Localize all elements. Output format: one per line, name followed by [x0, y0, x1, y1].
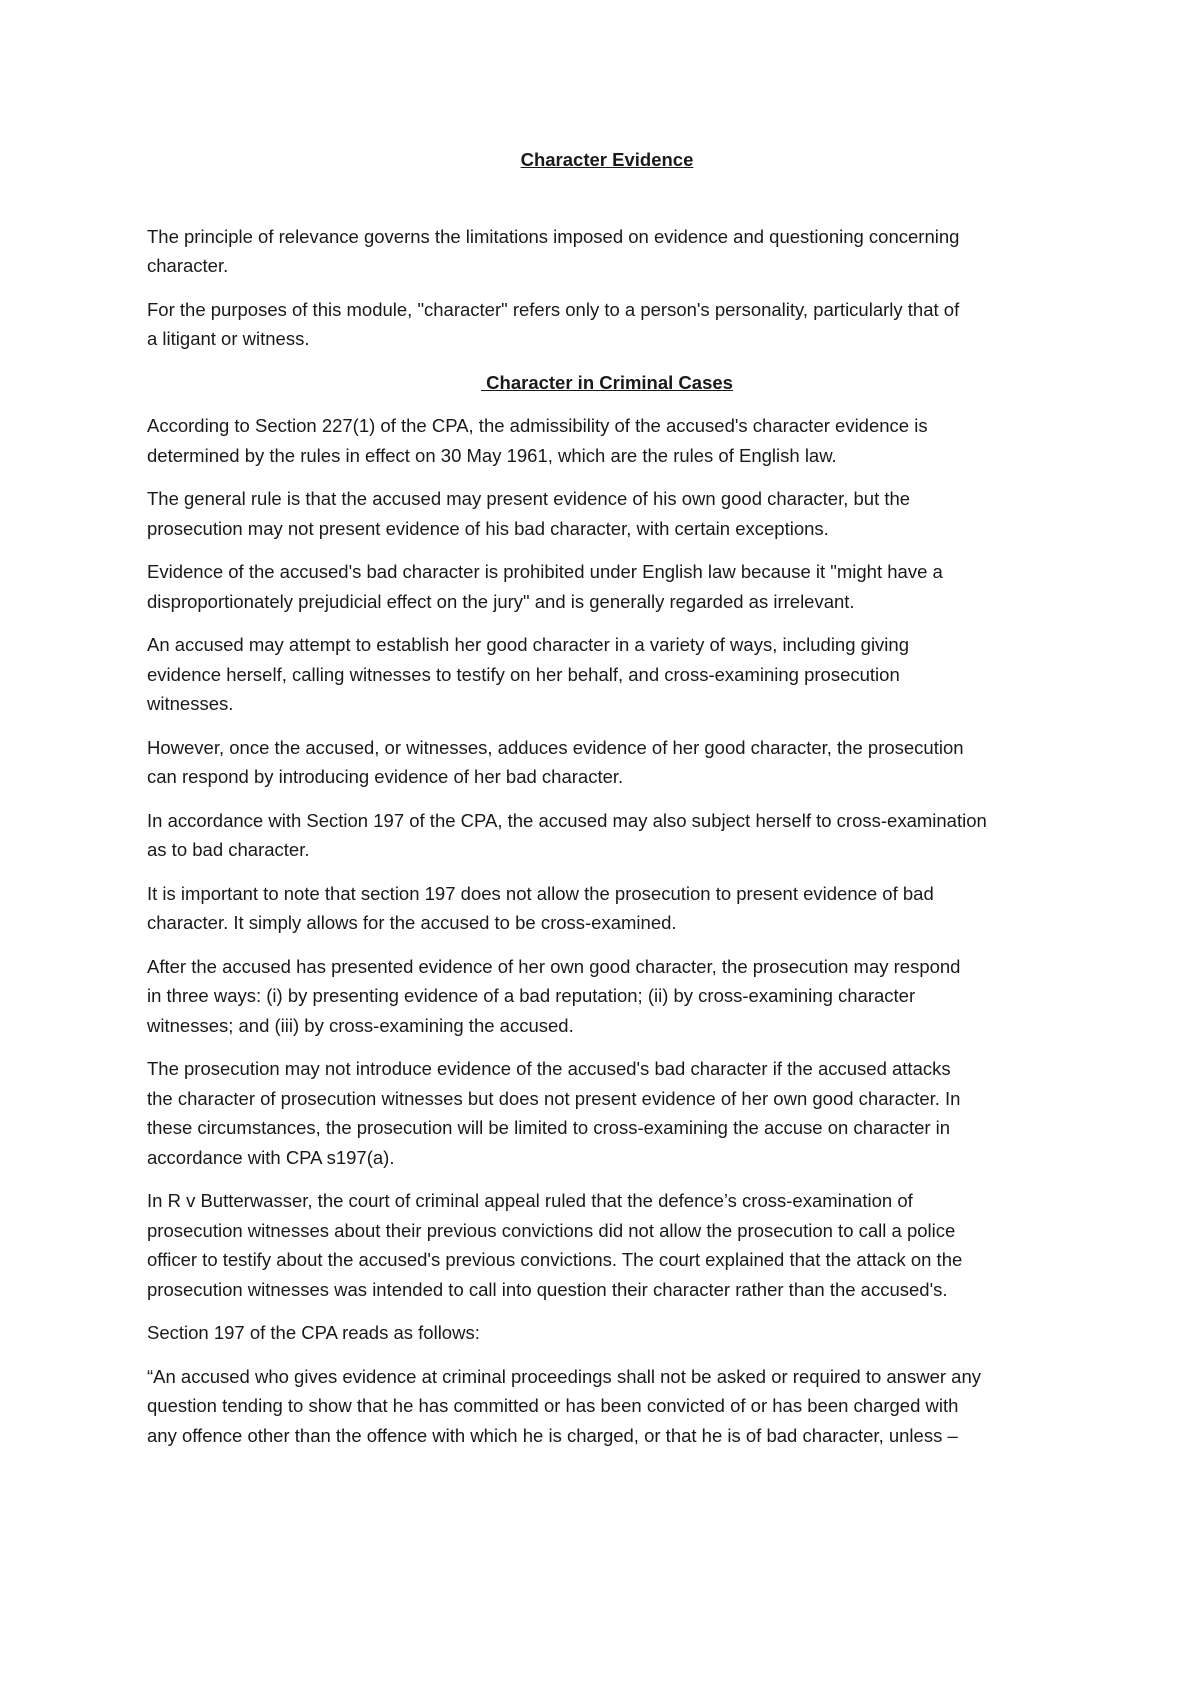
section-heading-criminal-cases: Character in Criminal Cases	[481, 371, 733, 393]
document-body	[147, 145, 1067, 1464]
paragraph-attack-on-witnesses: The prosecution may not introduce evidence of the accused's bad character if the accused attacks the character of prosecution witnesses but does not present evidence of her own good character. In these circumstances, the prosecution will be limited to cross-examining the accuse on character in accordance with CPA s197(a).	[147, 1058, 961, 1168]
paragraph-relevance: The principle of relevance governs the limitations imposed on evidence and questioning concerning character.	[147, 225, 960, 276]
paragraph-three-ways: After the accused has presented evidence of her own good character, the prosecution may respond in three ways: (i) by presenting evidence of a bad reputation; (ii) by cross-examining character witnesses; and (iii) by cross-examining the accused.	[147, 955, 961, 1036]
paragraph-section-197-note: It is important to note that section 197 does not allow the prosecution to present evidence of bad character. It simply allows for the accused to be cross-examined.	[147, 882, 934, 933]
paragraph-general-rule: The general rule is that the accused may present evidence of his own good character, but the prosecution may not present evidence of his bad character, with certain exceptions.	[147, 488, 911, 539]
paragraph-bad-character-prohibited: Evidence of the accused's bad character is prohibited under English law because it "might have a disproportionately prejudicial effect on the jury" and is generally regarded as irrelevant.	[147, 561, 943, 612]
paragraph-butterwasser: In R v Butterwasser, the court of criminal appeal ruled that the defence’s cross-examination of prosecution witnesses about their previous convictions did not allow the prosecution to call a police officer to testify about the accused's previous convictions. The court explained that the attack on the prosecution witnesses was intended to call into question their character rather than the accused's.	[147, 1190, 963, 1300]
paragraph-section-197-quote: “An accused who gives evidence at criminal proceedings shall not be asked or required to answer any question tending to show that he has committed or has been convicted of or has been charged with any offence other than the offence with which he is charged, or that he is of bad character, unless –	[147, 1365, 981, 1446]
paragraph-establish-good-character: An accused may attempt to establish her good character in a variety of ways, including giving evidence herself, calling witnesses to testify on her behalf, and cross-examining prosecution witnesses.	[147, 634, 909, 714]
paragraph-section-227: According to Section 227(1) of the CPA, the admissibility of the accused's character evidence is determined by the rules in effect on 30 May 1961, which are the rules of English law.	[147, 415, 928, 466]
paragraph-section-197-intro: Section 197 of the CPA reads as follows:	[147, 1322, 480, 1343]
document-title: Character Evidence	[520, 149, 694, 170]
paragraph-character-definition: For the purposes of this module, "character" refers only to a person's personality, particularly that of a litigant or witness.	[147, 298, 960, 349]
paragraph-prosecution-response: However, once the accused, or witnesses, adduces evidence of her good character, the prosecution can respond by introducing evidence of her bad character.	[147, 736, 964, 787]
paragraph-section-197-cross-examination: In accordance with Section 197 of the CPA, the accused may also subject herself to cross-examination as to bad character.	[147, 809, 987, 860]
